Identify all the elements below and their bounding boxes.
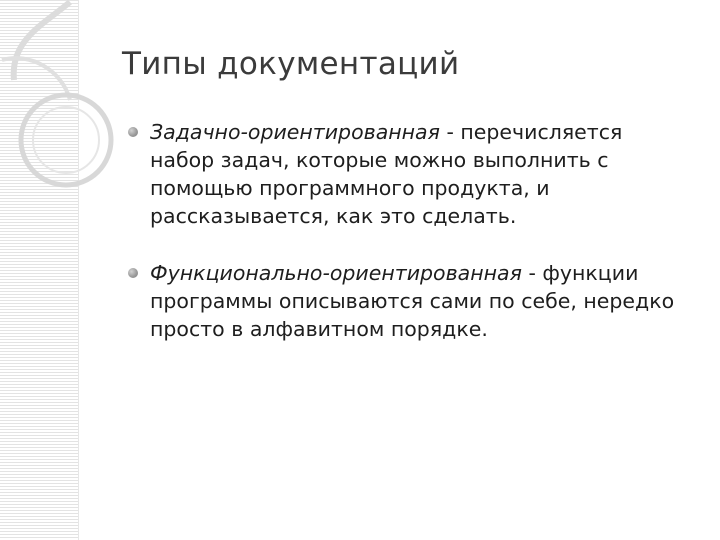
bullet-term: Задачно-ориентированная	[150, 120, 440, 144]
bullet-icon	[128, 268, 138, 278]
slide-title: Типы документаций	[122, 46, 460, 82]
swirl-ornament-icon	[0, 0, 140, 230]
bullet-icon	[128, 127, 138, 137]
bullet-item-function-oriented	[128, 259, 688, 343]
bullet-term: Функционально-ориентированная	[150, 261, 522, 285]
bullet-description: - перечисляется набор задач, которые можно выполнить с помощью программного продукта, и рассказывается, как это сделать.	[150, 120, 623, 228]
bullet-description: - функции программы описываются сами по себе, нередко просто в алфавитном порядке.	[150, 261, 675, 341]
bullet-list	[128, 118, 688, 343]
bullet-item-task-oriented	[128, 118, 688, 230]
